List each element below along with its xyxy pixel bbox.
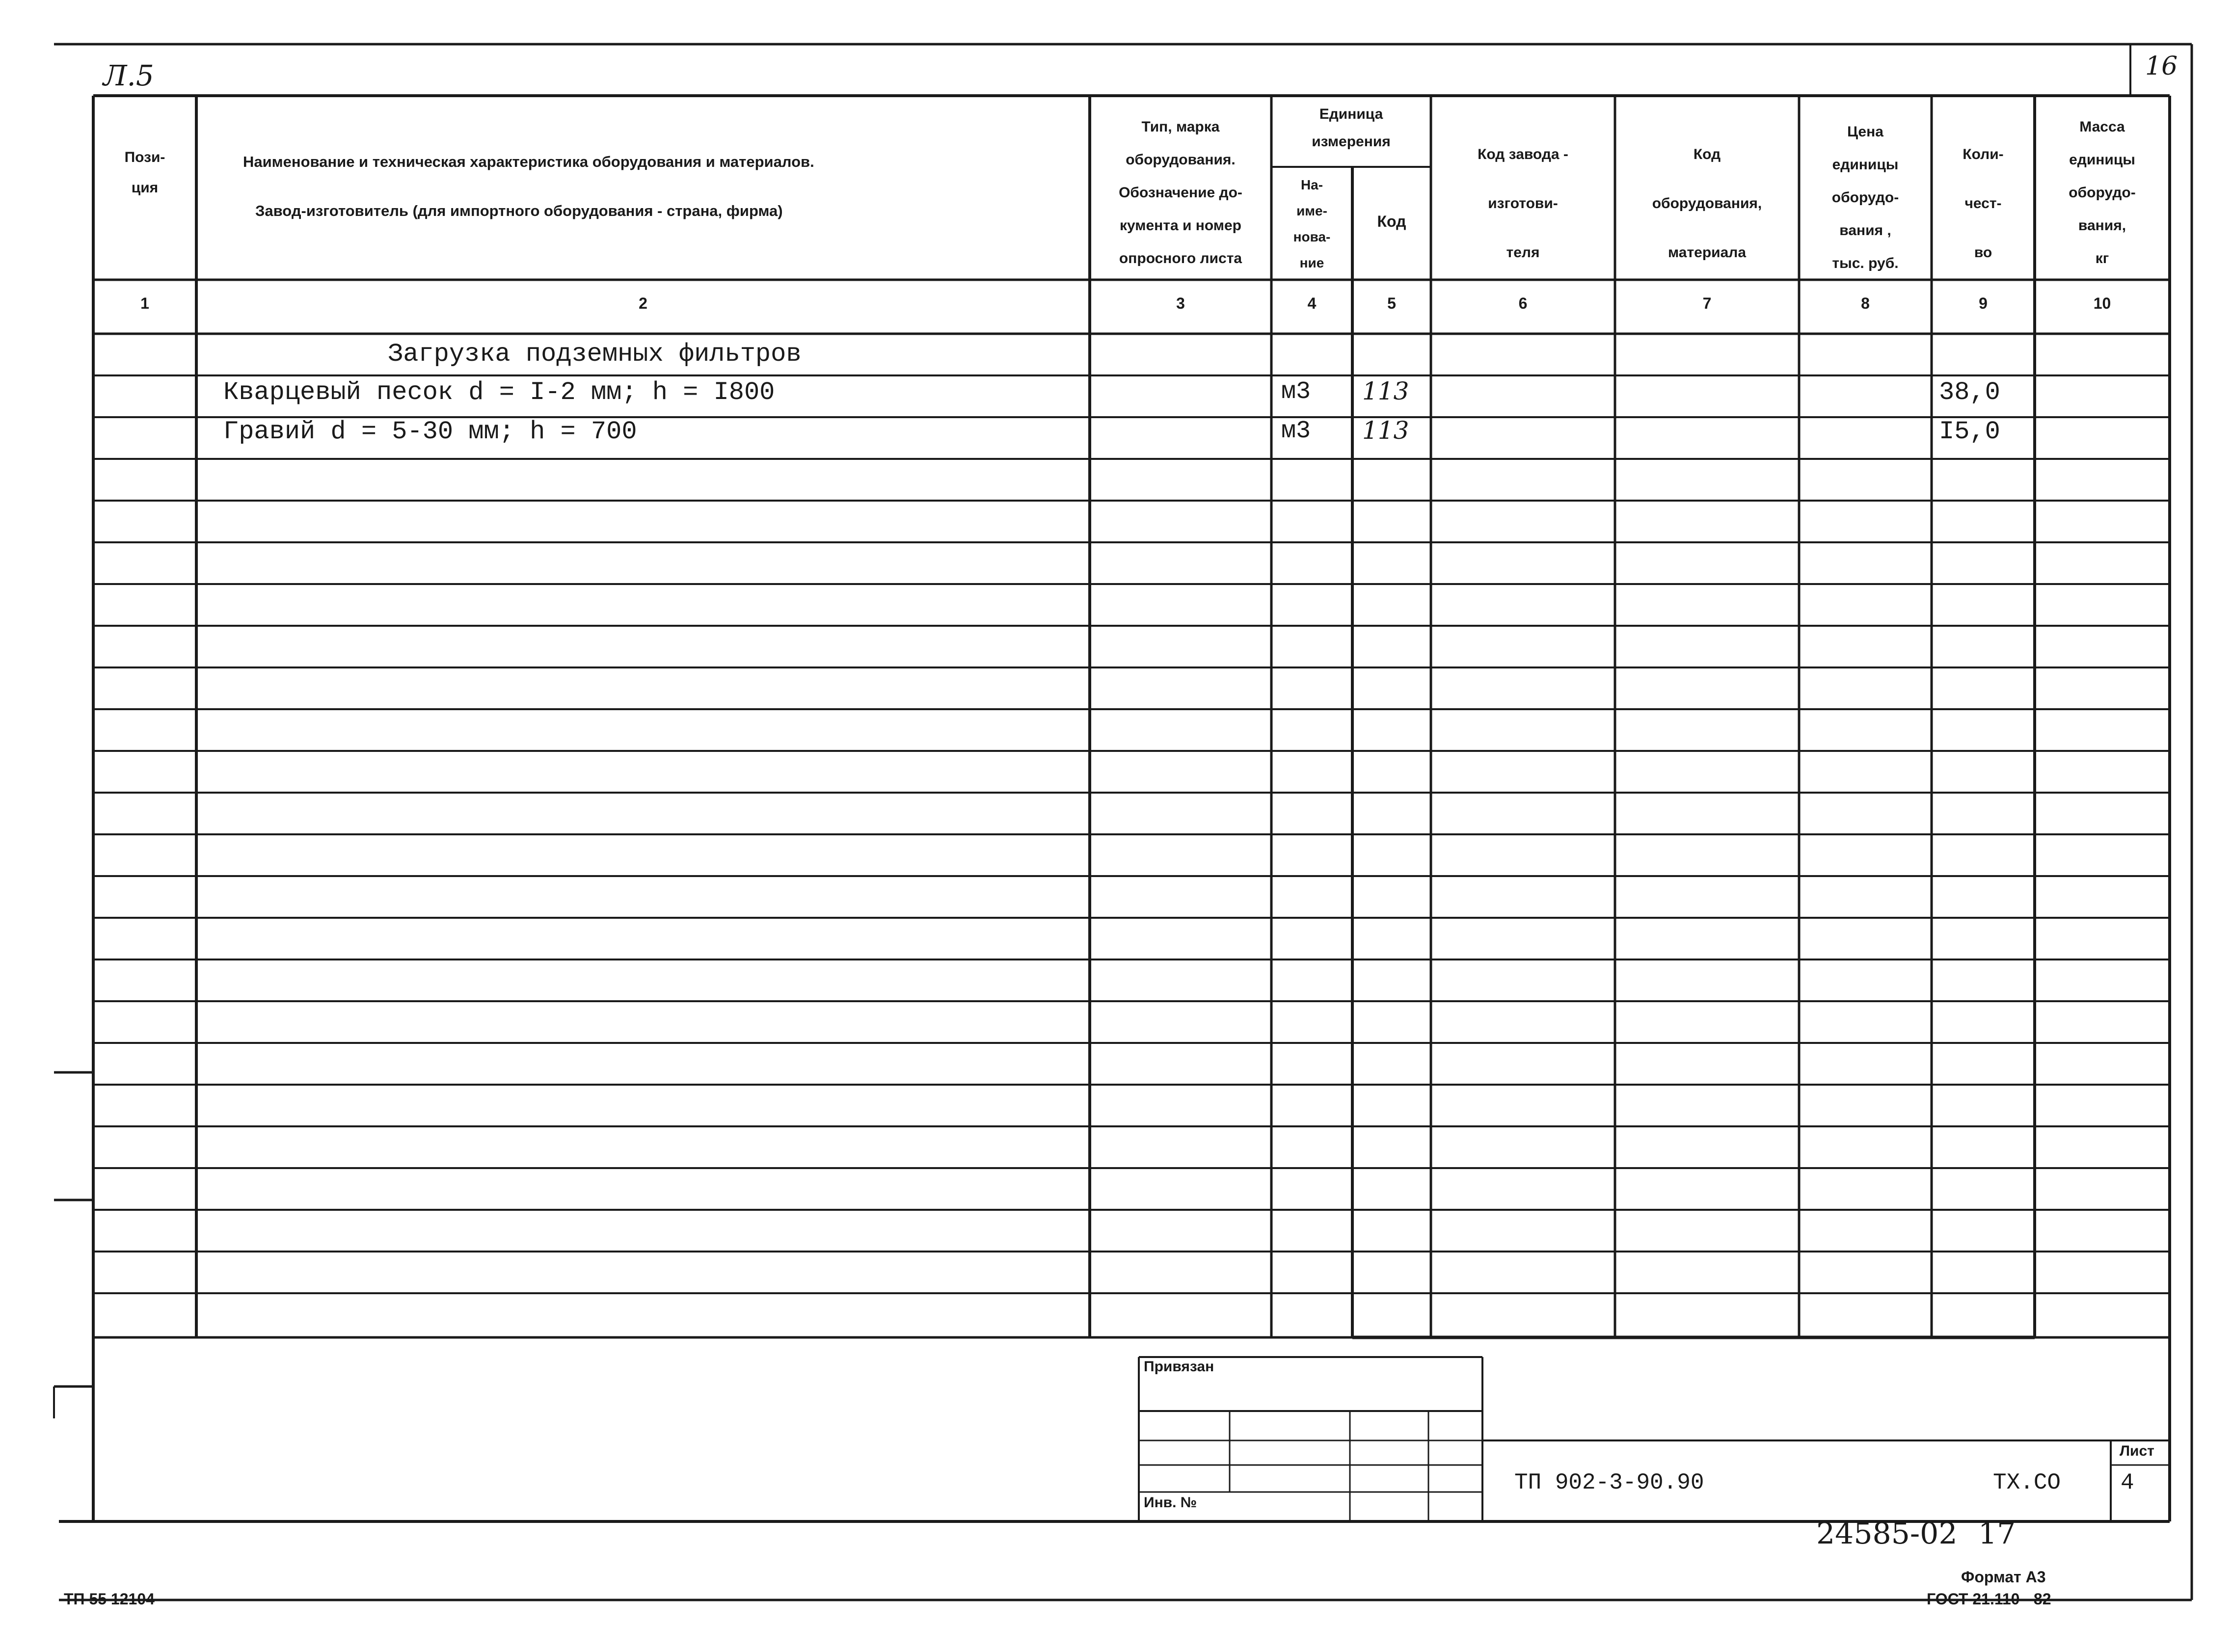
header-unit-line1: Единица [1319, 106, 1383, 122]
column-number-8: 8 [1861, 294, 1870, 312]
header-col7-line2: оборудования, [1652, 195, 1762, 212]
header-unit-line2: измерения [1312, 133, 1391, 150]
header-col3-line5: опросного листа [1119, 250, 1242, 266]
row-3-qty: I5,0 [1939, 417, 2000, 446]
header-col1 [93, 142, 196, 203]
document-mark: ТХ.СО [1993, 1470, 2061, 1495]
header-col10-line4: вания, [2078, 217, 2126, 234]
header-col5: Код [1377, 213, 1406, 230]
header-col1-line1: Пози- [124, 149, 165, 165]
row-2-code: 113 [1362, 377, 1409, 405]
column-number-7: 7 [1702, 294, 1712, 312]
header-col3-line3: Обозначение до- [1119, 185, 1242, 201]
header-unit-group [1271, 101, 1431, 156]
format-label: Формат А3 [1961, 1568, 2046, 1586]
header-col9-line3: во [1974, 244, 1992, 261]
header-col1-line2: ция [131, 180, 159, 196]
header-col4 [1271, 172, 1352, 276]
column-number-5: 5 [1387, 294, 1396, 312]
header-col8-line2: единицы [1832, 157, 1899, 173]
header-col4-line4: ние [1299, 255, 1324, 270]
stamp-number: 24585-02 [1816, 1517, 1958, 1551]
column-number-2: 2 [639, 294, 647, 312]
header-col8-line5: тыс. руб. [1832, 255, 1899, 271]
header-col10-line3: оборудо- [2069, 185, 2136, 201]
document-code: ТП 902-3-90.90 [1514, 1470, 1704, 1495]
header-col2 [211, 137, 947, 236]
row-3-code: 113 [1362, 416, 1409, 445]
row-2-name: Кварцевый песок d = I-2 мм; h = I800 [223, 378, 775, 407]
column-number-3: 3 [1176, 294, 1185, 312]
header-col6-line2: изготови- [1488, 195, 1558, 212]
header-col8-line4: вания , [1839, 222, 1891, 239]
sheet-number-top-right: 16 [2145, 52, 2178, 81]
header-col10 [2035, 110, 2170, 275]
header-col3-line4: кумента и номер [1119, 217, 1242, 234]
sheet-mark-top-left: Л.5 [103, 59, 154, 92]
sheet-label: Лист [2120, 1443, 2154, 1459]
project-code-bottom-left: ТП 55 12104 [64, 1590, 155, 1608]
column-number-4: 4 [1307, 294, 1317, 312]
header-col4-line1: На- [1300, 177, 1323, 192]
header-col10-line5: кг [2095, 250, 2109, 266]
header-col8 [1799, 115, 1932, 280]
header-col9 [1932, 130, 2035, 277]
header-col3-line2: оборудования. [1126, 152, 1236, 168]
header-col4-line3: нова- [1293, 229, 1331, 244]
header-col8-line3: оборудо- [1831, 189, 1899, 206]
header-col10-line1: Масса [2079, 119, 2125, 135]
header-col2-line2: Завод-изготовитель (для импортного оборудования - страна, фирма) [255, 202, 783, 219]
row-3-name: Гравий d = 5-30 мм; h = 700 [223, 417, 637, 446]
header-col7 [1615, 130, 1799, 277]
column-number-1: 1 [140, 294, 149, 312]
header-col3 [1090, 110, 1271, 275]
header-col6 [1431, 130, 1615, 277]
privyazan-label: Привязан [1144, 1359, 1214, 1375]
header-col3-line1: Тип, марка [1141, 119, 1220, 135]
header-col2-line1: Наименование и техническая характеристика оборудования и материалов. [243, 153, 814, 170]
header-col9-line2: чест- [1964, 195, 2002, 212]
header-col8-line1: Цена [1847, 124, 1883, 140]
inventory-label: Инв. № [1144, 1494, 1197, 1511]
sheet-number: 4 [2121, 1470, 2134, 1495]
row-2-unit: м3 [1281, 378, 1311, 406]
header-col4-line2: име- [1296, 203, 1327, 218]
header-col9-line1: Коли- [1963, 146, 2004, 162]
column-number-10: 10 [2093, 294, 2111, 312]
column-number-6: 6 [1518, 294, 1528, 312]
header-col6-line1: Код завода - [1478, 146, 1568, 162]
row-3-unit: м3 [1281, 417, 1311, 445]
header-col6-line3: теля [1506, 244, 1540, 261]
row-1-name: Загрузка подземных фильтров [388, 340, 802, 369]
header-col10-line2: единицы [2069, 152, 2135, 168]
header-col7-line3: материала [1667, 244, 1747, 261]
header-col7-line1: Код [1693, 146, 1721, 162]
column-number-9: 9 [1979, 294, 1988, 312]
gost-label: ГОСТ 21.110 - 82 [1927, 1590, 2051, 1608]
row-2-qty: 38,0 [1939, 378, 2000, 407]
stamp-suffix: 17 [1978, 1517, 2016, 1551]
